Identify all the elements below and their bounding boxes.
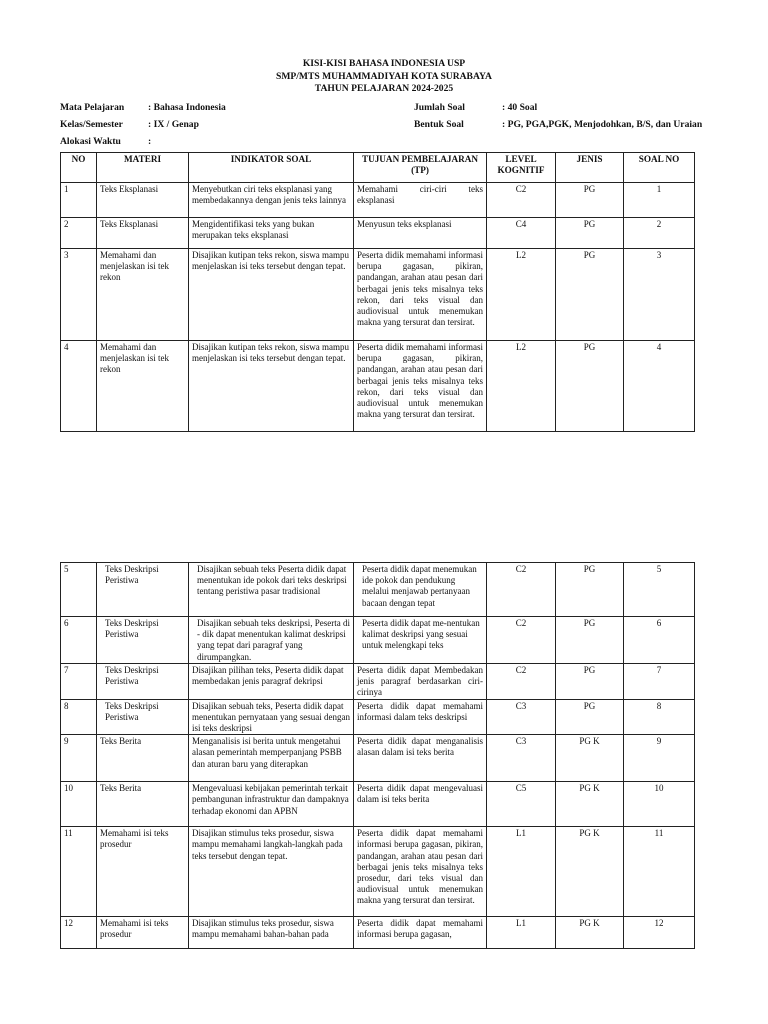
cell-no: 5	[61, 563, 97, 617]
cell-tujuan: Peserta didik dapat me-nentukan kalimat deskripsi yang sesuai untuk melengkapi teks	[354, 617, 487, 664]
cell-soal-no: 2	[624, 218, 695, 249]
cell-level: C2	[487, 183, 556, 218]
cell-soal-no: 3	[624, 249, 695, 341]
cell-no: 1	[61, 183, 97, 218]
bentuk-soal-label: Bentuk Soal	[414, 119, 464, 130]
cell-materi: Memahami dan menjelaskan isi tek rekon	[97, 341, 189, 432]
mapel-label: Mata Pelajaran	[60, 102, 125, 113]
cell-tujuan: Memahami ciri-ciri teks eksplanasi	[354, 183, 487, 218]
cell-indikator: Disajikan stimulus teks prosedur, siswa mampu memahami bahan-bahan pada	[189, 917, 354, 949]
cell-tujuan: Peserta didik dapat menganalisis alasan dalam isi teks berita	[354, 735, 487, 782]
col-tujuan-header: TUJUAN PEMBELAJARAN (TP)	[354, 153, 487, 183]
cell-soal-no: 9	[624, 735, 695, 782]
cell-level: L2	[487, 341, 556, 432]
jumlah-soal-label: Jumlah Soal	[414, 102, 465, 113]
cell-jenis: PG	[556, 563, 624, 617]
cell-level: C3	[487, 699, 556, 735]
col-level-header: LEVEL KOGNITIF	[487, 153, 556, 183]
cell-no: 2	[61, 218, 97, 249]
document-title	[0, 58, 768, 96]
cell-tujuan: Peserta didik memahami informasi berupa gagasan, pikiran, pandangan, arahan atau pesan dari berbagai jenis teks misalnya teks rekon, dari teks visual dan audiovisual untuk menemukan makna yang tersurat dan tersirat.	[354, 249, 487, 341]
cell-materi: Memahami dan menjelaskan isi tek rekon	[97, 249, 189, 341]
col-jenis-header: JENIS	[556, 153, 624, 183]
cell-materi: Memahami isi teks prosedur	[97, 917, 189, 949]
cell-materi: Teks Deskripsi Peristiwa	[97, 563, 189, 617]
table-row	[61, 218, 695, 249]
cell-materi: Teks Berita	[97, 782, 189, 827]
cell-soal-no: 1	[624, 183, 695, 218]
cell-no: 10	[61, 782, 97, 827]
alokasi-label: Alokasi Waktu	[60, 136, 121, 147]
title-line-3: TAHUN PELAJARAN 2024-2025	[314, 83, 454, 94]
cell-tujuan: Peserta didik memahami informasi berupa gagasan, pikiran, pandangan, arahan atau pesan dari berbagai jenis teks misalnya teks rekon, dari teks visual dan audiovisual untuk menemukan makna yang tersurat dan tersirat.	[354, 341, 487, 432]
col-no-header: NO	[61, 153, 97, 183]
cell-indikator: Mengidentifikasi teks yang bukan merupakan teks eksplanasi	[189, 218, 354, 249]
cell-level: C4	[487, 218, 556, 249]
jumlah-soal-value: : 40 Soal	[502, 102, 538, 113]
kelas-value: : IX / Genap	[148, 119, 199, 130]
table-row	[61, 917, 695, 949]
col-soal-no-header: SOAL NO	[624, 153, 695, 183]
table-row	[61, 699, 695, 735]
cell-no: 8	[61, 699, 97, 735]
cell-tujuan: Peserta didik dapat menemukan ide pokok dan pendukung melalui menjawab pertanyaan bacaan dengan tepat	[354, 563, 487, 617]
cell-tujuan: Menyusun teks eksplanasi	[354, 218, 487, 249]
table-row	[61, 735, 695, 782]
kisi-kisi-table-1	[60, 152, 695, 432]
cell-indikator: Disajikan sebuah teks, Peserta didik dapat menentukan pernyataan yang sesuai dengan isi teks deskripsi	[189, 699, 354, 735]
table-row	[61, 249, 695, 341]
cell-materi: Teks Eksplanasi	[97, 218, 189, 249]
cell-soal-no: 6	[624, 617, 695, 664]
cell-level: L1	[487, 827, 556, 917]
cell-level: C2	[487, 563, 556, 617]
cell-indikator: Disajikan stimulus teks prosedur, siswa mampu memahami langkah-langkah pada teks tersebut dengan tepat.	[189, 827, 354, 917]
cell-materi: Memahami isi teks prosedur	[97, 827, 189, 917]
cell-materi: Teks Berita	[97, 735, 189, 782]
cell-materi: Teks Deskripsi Peristiwa	[97, 664, 189, 700]
cell-level: C3	[487, 735, 556, 782]
cell-jenis: PG	[556, 699, 624, 735]
col-materi-header: MATERI	[97, 153, 189, 183]
cell-no: 7	[61, 664, 97, 700]
cell-tujuan: Peserta didik dapat memahami informasi berupa gagasan,	[354, 917, 487, 949]
cell-jenis: PG	[556, 249, 624, 341]
cell-soal-no: 7	[624, 664, 695, 700]
cell-no: 11	[61, 827, 97, 917]
kelas-label: Kelas/Semester	[60, 119, 123, 130]
cell-jenis: PG	[556, 218, 624, 249]
table-row	[61, 664, 695, 700]
col-indikator-header: INDIKATOR SOAL	[189, 153, 354, 183]
kisi-kisi-table-2	[60, 562, 695, 949]
table-row	[61, 341, 695, 432]
mapel-value: : Bahasa Indonesia	[148, 102, 226, 113]
table-row	[61, 617, 695, 664]
cell-level: C5	[487, 782, 556, 827]
table-row	[61, 782, 695, 827]
cell-indikator: Disajikan pilihan teks, Peserta didik dapat membedakan jenis paragraf dekripsi	[189, 664, 354, 700]
cell-soal-no: 4	[624, 341, 695, 432]
cell-jenis: PG K	[556, 782, 624, 827]
cell-materi: Teks Deskripsi Peristiwa	[97, 699, 189, 735]
cell-no: 4	[61, 341, 97, 432]
cell-no: 3	[61, 249, 97, 341]
cell-materi: Teks Deskripsi Peristiwa	[97, 617, 189, 664]
cell-soal-no: 8	[624, 699, 695, 735]
table-row	[61, 563, 695, 617]
cell-soal-no: 10	[624, 782, 695, 827]
cell-level: C2	[487, 617, 556, 664]
cell-level: L1	[487, 917, 556, 949]
table-header-row	[61, 153, 695, 183]
alokasi-value: :	[148, 136, 152, 147]
table-row	[61, 183, 695, 218]
cell-jenis: PG K	[556, 917, 624, 949]
title-line-2: SMP/MTS MUHAMMADIYAH KOTA SURABAYA	[276, 70, 492, 82]
cell-no: 12	[61, 917, 97, 949]
cell-jenis: PG	[556, 341, 624, 432]
cell-soal-no: 5	[624, 563, 695, 617]
cell-indikator: Menyebutkan ciri teks eksplanasi yang membedakannya dengan jenis teks lainnya	[189, 183, 354, 218]
cell-indikator: Disajikan sebuah teks deskripsi, Peserta di - dik dapat menentukan kalimat deskripsi yang tepat dari paragraf yang dirumpangkan.	[189, 617, 354, 664]
cell-jenis: PG	[556, 183, 624, 218]
cell-indikator: Disajikan sebuah teks Peserta didik dapat menentukan ide pokok dari teks deskripsi tentang peristiwa pasar tradisional	[189, 563, 354, 617]
cell-tujuan: Peserta didik dapat memahami informasi dalam teks deskripsi	[354, 699, 487, 735]
cell-jenis: PG	[556, 664, 624, 700]
cell-indikator: Mengevaluasi kebijakan pemerintah terkait pembangunan infrastruktur dan dampaknya terhadap ekonomi dan APBN	[189, 782, 354, 827]
cell-indikator: Disajikan kutipan teks rekon, siswa mampu menjelaskan isi teks tersebut dengan tepat.	[189, 341, 354, 432]
bentuk-soal-value: : PG, PGA,PGK, Menjodohkan, B/S, dan Uraian	[502, 119, 703, 130]
cell-level: C2	[487, 664, 556, 700]
cell-soal-no: 12	[624, 917, 695, 949]
table-row	[61, 827, 695, 917]
cell-tujuan: Peserta didik dapat Membedakan jenis paragraf berdasarkan ciri-cirinya	[354, 664, 487, 700]
cell-tujuan: Peserta didik dapat mengevaluasi dalam isi teks berita	[354, 782, 487, 827]
cell-no: 6	[61, 617, 97, 664]
cell-soal-no: 11	[624, 827, 695, 917]
cell-tujuan: Peserta didik dapat memahami informasi berupa gagasan, pikiran, pandangan, arahan atau pesan dari berbagai jenis teks misalnya teks prosedur, dari teks visual dan audiovisual untuk menemukan makna yang tersurat dan tersirat.	[354, 827, 487, 917]
title-line-1: KISI-KISI BAHASA INDONESIA USP	[302, 58, 466, 69]
cell-indikator: Disajikan kutipan teks rekon, siswa mampu menjelaskan isi teks tersebut dengan tepat.	[189, 249, 354, 341]
cell-level: L2	[487, 249, 556, 341]
cell-jenis: PG K	[556, 735, 624, 782]
cell-materi: Teks Eksplanasi	[97, 183, 189, 218]
cell-indikator: Menganalisis isi berita untuk mengetahui alasan pemerintah memperpanjang PSBB dan aturan baru yang diterapkan	[189, 735, 354, 782]
cell-no: 9	[61, 735, 97, 782]
cell-jenis: PG K	[556, 827, 624, 917]
cell-jenis: PG	[556, 617, 624, 664]
